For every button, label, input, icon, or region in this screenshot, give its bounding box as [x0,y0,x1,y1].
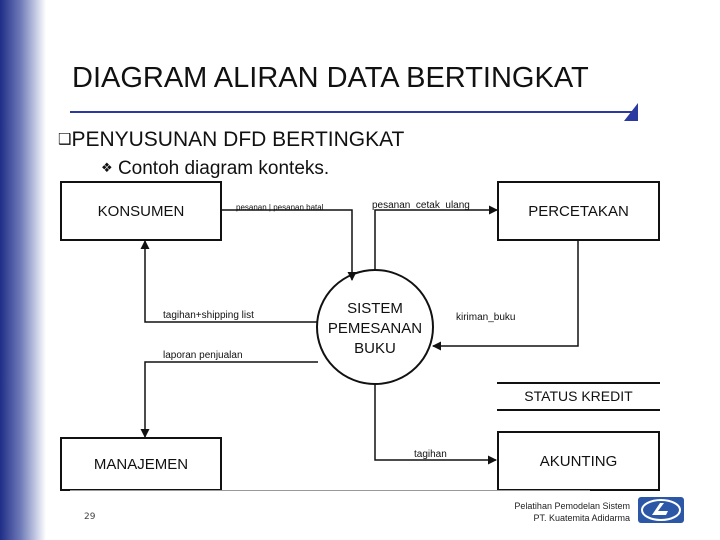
flow-label-tagihan: tagihan [414,449,447,460]
entity-akunting-label: AKUNTING [539,452,618,470]
slide-title: DIAGRAM ALIRAN DATA BERTINGKAT [72,62,589,94]
process-label-line2: PEMESANAN [327,320,423,337]
footer-divider [70,490,590,491]
flow-label-laporan: laporan penjualan [163,350,243,361]
flow-label-kiriman: kiriman_buku [456,312,516,323]
entity-konsumen-label: KONSUMEN [97,202,185,220]
flow-pesanan-cetak-line [375,210,497,270]
entity-konsumen [60,181,222,241]
flow-pesanan-line [222,210,352,280]
company-logo-icon [638,497,684,523]
entity-manajemen-label: MANAJEMEN [93,455,189,473]
footer-line1: Pelatihan Pemodelan Sistem [514,501,630,511]
flow-label-pesanan-cetak: pesanan_cetak_ulang [372,200,470,211]
process-label [317,299,433,359]
sub-bullet-text: Contoh diagram konteks. [117,158,330,179]
entity-akunting [497,431,660,491]
bullet-heading-text: PENYUSUNAN DFD BERTINGKAT [71,128,405,151]
datastore-label: STATUS KREDIT [524,388,633,404]
flow-laporan-line [145,362,318,437]
square-bullet-icon: ❑ [58,130,72,148]
process-label-line3: BUKU [354,340,396,357]
entity-percetakan-label: PERCETAKAN [528,202,629,220]
flow-kiriman-line [433,241,578,346]
footer-credit [490,500,630,524]
page-number: 29 [84,512,96,522]
footer-line2: PT. Kuatemita Adidarma [533,513,630,523]
flow-label-tagihan-shipping: tagihan+shipping list [163,310,254,321]
process-label-line1: SISTEM [347,300,403,317]
entity-percetakan [497,181,660,241]
entity-manajemen [60,437,222,491]
flow-label-pesanan: pesanan | pesanan batal [236,203,324,212]
diamond-bullet-icon: ❖ [101,161,113,176]
